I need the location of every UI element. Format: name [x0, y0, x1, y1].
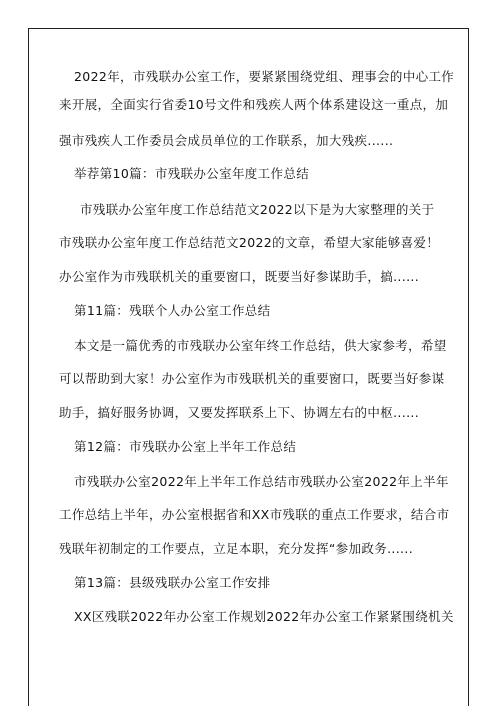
- paragraph-line: XX区残联2022年办公室工作规划2022年办公室工作紧紧围绕机关: [74, 609, 454, 624]
- section-heading: 第12篇：市残联办公室上半年工作总结: [74, 439, 297, 454]
- paragraph-line: 来开展，全面实行省委10号文件和残疾人两个体系建设这一重点，加: [59, 97, 449, 112]
- paragraph-line: 可以帮助到大家！办公室作为市残联机关的重要窗口，既要当好参谋: [59, 371, 445, 386]
- paragraph-line: 助手，搞好服务协调，又要发挥联系上下、协调左右的中枢......: [59, 405, 420, 420]
- paragraph-line: 2022年，市残联办公室工作，要紧紧围绕党组、理事会的中心工作: [74, 69, 455, 84]
- section-heading: 举荐第10篇：市残联办公室年度工作总结: [74, 166, 310, 181]
- section-heading: 第13篇：县级残联办公室工作安排: [74, 575, 271, 590]
- paragraph-line: 残联年初制定的工作要点，立足本职，充分发挥“参加政务......: [59, 541, 414, 556]
- page-border: [28, 28, 469, 706]
- paragraph-line: 市残联办公室2022年上半年工作总结市残联办公室2022年上半年: [74, 474, 449, 489]
- paragraph-line: 本文是一篇优秀的市残联办公室年终工作总结，供大家参考，希望: [74, 338, 447, 353]
- paragraph-line: 强市残疾人工作委员会成员单位的工作联系，加大残疾......: [59, 133, 394, 148]
- paragraph-line: 市残联办公室年度工作总结范文2022以下是为大家整理的关于: [80, 202, 435, 217]
- section-heading: 第11篇：残联个人办公室工作总结: [74, 303, 271, 318]
- paragraph-line: 工作总结上半年，办公室根据省和XX市残联的重点工作要求，结合市: [59, 507, 450, 522]
- paragraph-line: 市残联办公室年度工作总结范文2022的文章，希望大家能够喜爱！: [59, 235, 440, 250]
- paragraph-line: 办公室作为市残联机关的重要窗口，既要当好参谋助手，搞......: [59, 269, 420, 284]
